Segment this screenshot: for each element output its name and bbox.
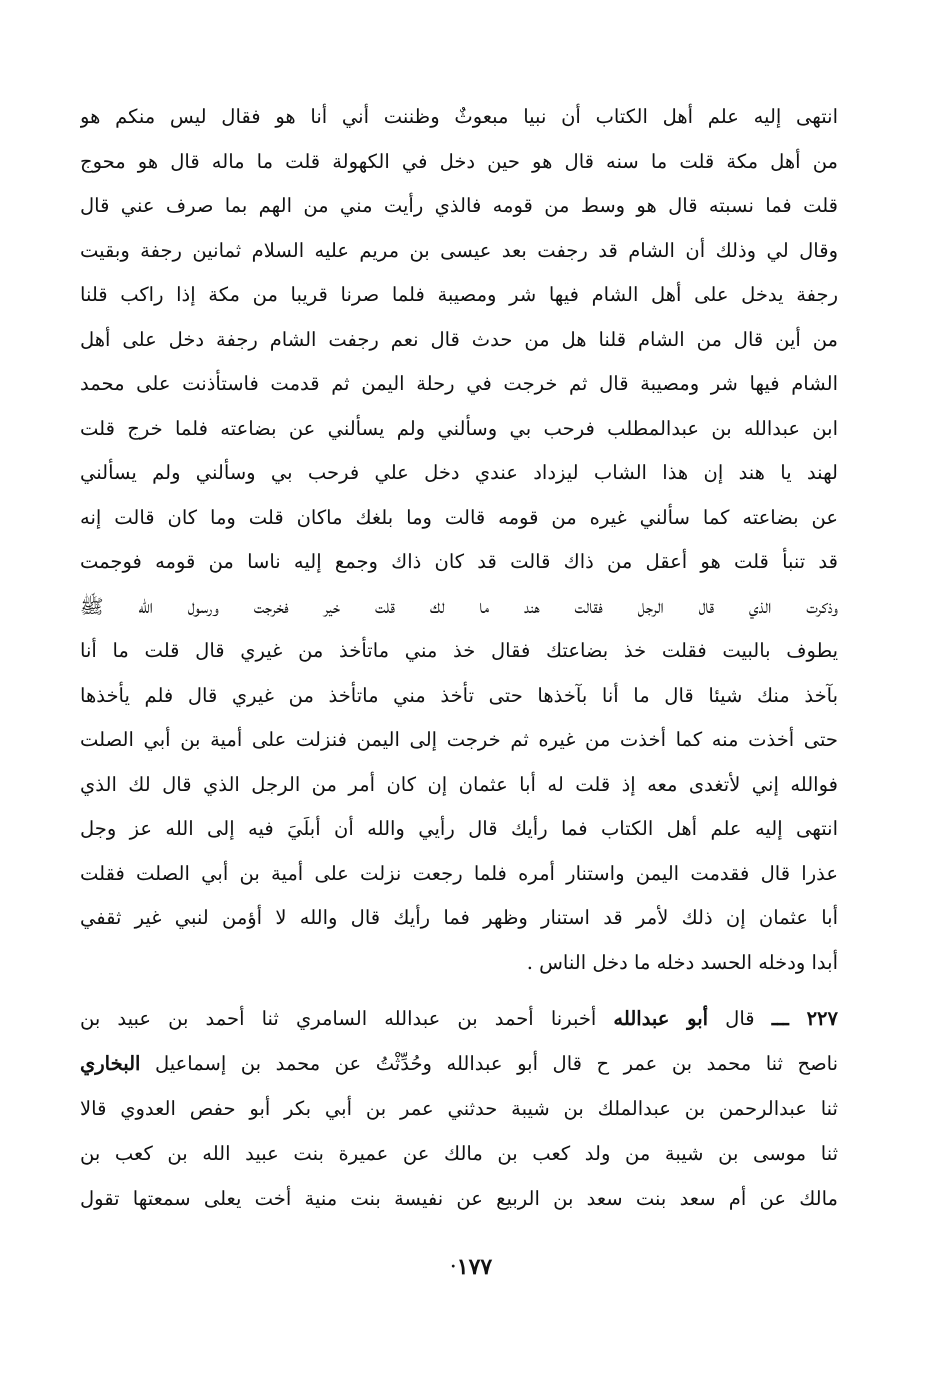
text-line: عن بضاعته كما سألني غيره من قومه قالت وما بلغك ماكان قلت وما كان قالت إنه (80, 505, 838, 529)
hadith-number: ٢٢٧ ـــ (771, 1007, 838, 1030)
text-segment: ناصح ثنا محمد بن عمر ح قال أبو عبدالله وحُدِّثْتُ عن محمد بن إسماعيل (155, 1052, 838, 1075)
text-line: أبا عثمان إن ذلك لأمر قد استنار وظهر فما رأيك قال والله لا أؤمن لنبي غير ثقفي (80, 906, 838, 929)
text-line: رجفة يدخل على أهل الشام فيها شر ومصيبة فلما صرنا قريبا من مكة إذا راكب قلنا (80, 283, 838, 306)
text-line: وذكرت الذي قال الرجل فقالت هند ما لك قلت خير فخرجت ورسول الله ﷺ (80, 594, 838, 618)
text-line: فوالله إني لأتغدى معه إذ قلت له أبا عثمان إن كان أمر من الرجل الذي قال لك الذي (80, 772, 838, 796)
text-segment: قال (725, 1007, 755, 1030)
page-number-dot: · (449, 1255, 457, 1280)
hadith-227-paragraph (80, 996, 838, 1221)
text-line: وقال لي وذلك أن الشام قد رجفت بعد عيسى بن مريم عليه السلام ثمانين رجفة وبقيت (80, 238, 838, 262)
text-line: انتهى إليه علم أهل الكتاب أن نبيا مبعوثٌ وظننت أني أنا هو فقال ليس منكم هو (80, 105, 838, 128)
text-line-last: أبدا ودخله الحسد دخله ما دخل الناس . (526, 950, 838, 974)
hadith-second-line (80, 1041, 838, 1086)
text-line: قلت فما نسبته قال هو وسط من قومه فالذي رأيت مني من الهم بما صرف عني قال (80, 194, 838, 217)
page-number (0, 1254, 928, 1280)
text-line: ثنا موسى بن شيبة من ولد كعب بن مالك عن عميرة بنت عبيد الله بن كعب بن (80, 1142, 838, 1165)
narrative-paragraph (80, 95, 838, 985)
text-line: حتى أخذت منه كما أخذت من غيره ثم خرجت إلى اليمن فنزلت على أمية بن أبي الصلت (80, 728, 838, 751)
text-line: الشام فيها شر ومصيبة قال ثم خرجت في رحلة اليمن ثم قدمت فاستأذنت على محمد (80, 372, 838, 395)
text-line: ثنا عبدالرحمن بن عبدالملك بن شيبة حدثني عمر بن أبي بكر أبو حفص العدوي قالا (80, 1097, 838, 1120)
text-line: مالك عن أم سعد بنت سعد بن الربيع عن نفيسة بنت منية أخت يعلى سمعتها تقول (80, 1187, 838, 1210)
page-number-value: ١٧٧ (456, 1254, 493, 1280)
text-line: يطوف بالبيت فقلت خذ بضاعتك فقال خذ مني ماتأخذ من غيري قال قلت ما أنا (80, 639, 838, 662)
text-segment: أخبرنا أحمد بن عبدالله السامري ثنا أحمد بن عبيد بن (80, 1007, 597, 1030)
bold-name: البخاري (80, 1052, 141, 1075)
text-line: لهند يا هند إن هذا الشاب ليزداد عندي دخل علي فرحب بي وسألني ولم يسألني (80, 461, 838, 484)
text-line: ابن عبدالله بن عبدالمطلب فرحب بي وسألني ولم يسألني عن بضاعته فلما خرج قلت (80, 416, 838, 440)
bold-name: أبو عبدالله (613, 1007, 709, 1030)
text-line: من أين قال من الشام قلنا هل من حدث قال نعم رجفت الشام رجفة دخل على أهل (80, 327, 838, 351)
text-line: من أهل مكة قلت ما سنه قال هو حين دخل في الكهولة قلت ما ماله قال هو محوج (80, 149, 838, 173)
text-line: عذرا قال فقدمت اليمن واستنار أمره فلما رجعت نزلت على أمية بن أبي الصلت فقلت (80, 861, 838, 885)
hadith-first-line (80, 996, 838, 1041)
text-line: انتهى إليه علم أهل الكتاب فما رأيك قال رأيي والله أن أبلَيَ فيه إلى الله عز وجل (80, 817, 838, 840)
text-line: بآخذ منك شيئا قال ما أنا بآخذها حتى تأخذ مني ماتأخذ من غيري قال فلم يأخذها (80, 683, 838, 707)
text-line: قد تنبأ قلت هو أعقل من ذاك قالت قد كان ذاك وجمع إليه ناسا من قومه فوجمت (80, 550, 838, 573)
